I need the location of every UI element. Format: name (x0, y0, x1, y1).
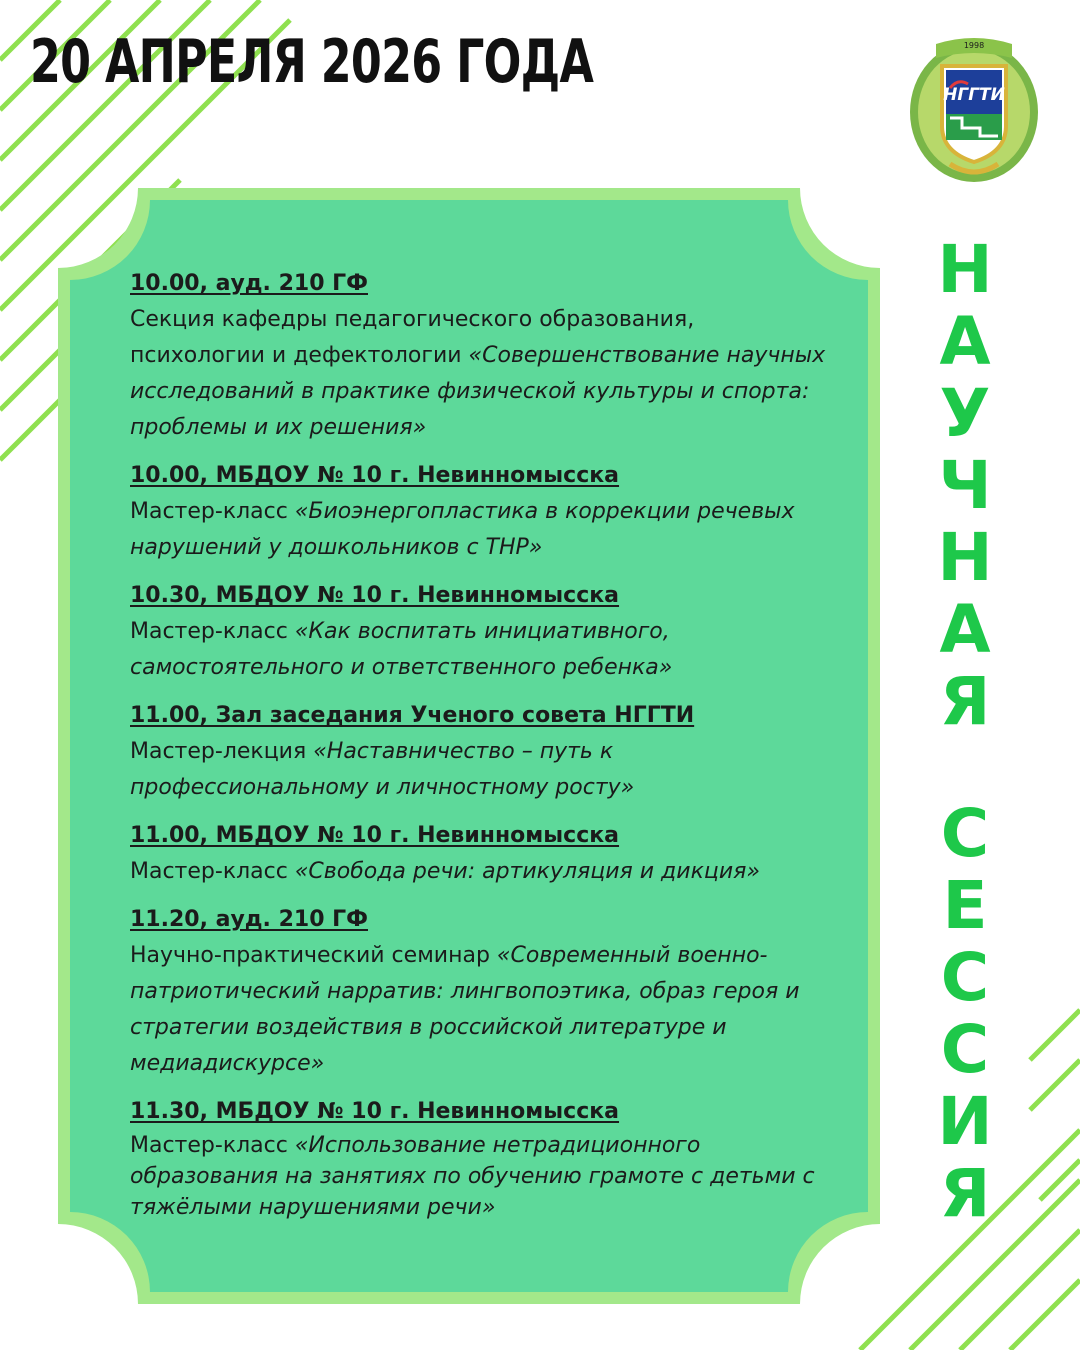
side-title-letter: А (939, 591, 991, 668)
program-item (130, 902, 830, 1082)
program-list (130, 266, 830, 1235)
item-kind: Мастер-класс (130, 619, 295, 644)
side-title-letter: У (939, 375, 991, 452)
item-description (130, 494, 830, 566)
item-kind: Мастер-класс (130, 1133, 295, 1158)
item-title: «Использование нетрадиционного образования на занятиях по обучению грамоте с детьми с тяжёлыми нарушениями речи» (130, 1133, 815, 1220)
institute-logo (906, 34, 1042, 184)
item-time-place: 11.00, Зал заседания Ученого совета НГГТИ (130, 703, 695, 728)
item-description (130, 938, 830, 1082)
svg-text:НГГТИ: НГГТИ (943, 85, 1005, 105)
item-title: «Современный военно-патриотический нарратив: лингвопоэтика, образ героя и стратегии воздействия в российской литературе и медиадискурсе» (130, 943, 800, 1076)
item-time-place: 11.20, ауд. 210 ГФ (130, 907, 368, 932)
side-title-letter: Я (939, 663, 991, 740)
program-item (130, 818, 830, 890)
item-time-place: 10.00, МБДОУ № 10 г. Невинномысска (130, 463, 620, 488)
item-title: «Совершенствование научных исследований в практике физической культуры и спорта: проблемы и их решения» (130, 343, 826, 440)
side-title-letter: Н (937, 231, 993, 308)
program-item (130, 578, 830, 686)
item-description (130, 1130, 830, 1223)
side-title-letter: Я (939, 1155, 991, 1232)
side-title-letter: И (937, 1083, 993, 1160)
side-title-letter: Е (942, 867, 988, 944)
item-title: «Биоэнергопластика в коррекции речевых нарушений у дошкольников с ТНР» (130, 499, 795, 560)
side-title-letter: С (940, 1011, 990, 1088)
side-title-letter: Н (937, 519, 993, 596)
item-description (130, 302, 830, 446)
item-description (130, 734, 830, 806)
item-description (130, 854, 830, 890)
item-title: «Как воспитать инициативного, самостоятельного и ответственного ребенка» (130, 619, 673, 680)
page-title: 20 АПРЕЛЯ 2026 ГОДА (30, 27, 594, 97)
side-title-word-1 (900, 231, 1030, 740)
item-kind: Научно-практический семинар (130, 943, 497, 968)
program-item (130, 1094, 830, 1223)
item-kind: Секция кафедры педагогического образования, психологии и дефектологии (130, 307, 695, 368)
side-title-letter: С (940, 795, 990, 872)
item-time-place: 11.30, МБДОУ № 10 г. Невинномысска (130, 1099, 620, 1124)
item-time-place: 11.00, МБДОУ № 10 г. Невинномысска (130, 823, 620, 848)
item-kind: Мастер-класс (130, 499, 295, 524)
side-title-letter: С (940, 939, 990, 1016)
svg-text:1998: 1998 (963, 41, 985, 50)
item-time-place: 10.00, ауд. 210 ГФ (130, 271, 368, 296)
program-item (130, 266, 830, 446)
item-title: «Свобода речи: артикуляция и дикция» (294, 859, 760, 884)
side-title-letter: А (939, 303, 991, 380)
program-item (130, 698, 830, 806)
item-kind: Мастер-лекция (130, 739, 314, 764)
item-title: «Наставничество – путь к профессиональному и личностному росту» (130, 739, 635, 800)
item-description (130, 614, 830, 686)
program-item (130, 458, 830, 566)
item-kind: Мастер-класс (130, 859, 295, 884)
item-time-place: 10.30, МБДОУ № 10 г. Невинномысска (130, 583, 620, 608)
side-title-letter: Ч (938, 447, 992, 524)
side-title-word-2 (900, 795, 1030, 1232)
